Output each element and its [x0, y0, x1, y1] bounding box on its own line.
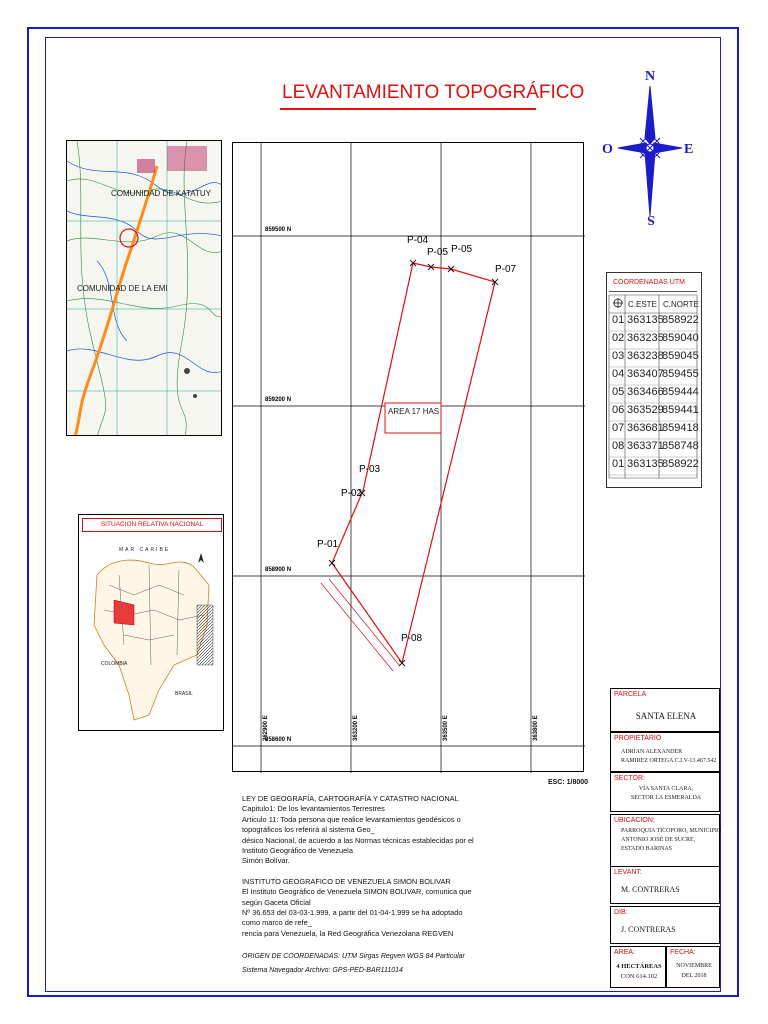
propietario-title: PROPIETARIO	[614, 735, 662, 742]
point-p04: P-04	[407, 235, 429, 246]
fecha-value-2: DEL 2018	[681, 973, 707, 979]
dib-value: J. CONTRERAS	[621, 925, 676, 934]
area-label: AREA 17 HAS	[388, 407, 440, 416]
inset-national-map	[78, 514, 224, 731]
law-line-1: LEY DE GEOGRAFÍA, CARTOGRAFÍA Y CATASTRO NACIONAL	[242, 794, 459, 803]
inset-location-map	[66, 140, 222, 436]
utm-cell-id: 08	[612, 440, 625, 452]
origin-line-2: Sistema Navegador Archivo: GPS-PED-BAR111014	[242, 967, 403, 974]
parcel-survey-drawing	[233, 143, 585, 773]
cartouche-fecha	[666, 946, 720, 988]
utm-cell-norte: 859040	[662, 332, 699, 344]
compass-o: O	[602, 142, 613, 157]
utm-col-este: C.ESTE	[628, 300, 657, 309]
cartouche-ubicacion	[610, 814, 720, 870]
parcel-boundary	[332, 263, 495, 663]
point-p05a: P-05	[427, 247, 449, 258]
utm-cell-este: 363235	[627, 332, 664, 344]
utm-cell-norte: 859045	[662, 350, 699, 362]
colombia-label: COLOMBIA	[101, 661, 128, 667]
utm-cell-este: 363135	[627, 458, 664, 470]
page-title: LEVANTAMIENTO TOPOGRÁFICO	[282, 82, 585, 103]
utm-cell-norte: 858922	[662, 458, 699, 470]
ubicacion-value-1: PARROQUIA TICOPORO, MUNICIPIO	[621, 828, 722, 834]
law-line-3: Articulo 11: Toda persona que realice levantamientos geodésicos o topográficos los referirá al sistema Geo_	[242, 814, 461, 835]
grid-east-4: 363800 E	[533, 715, 539, 741]
national-inset-title: SITUACION RELATIVA NACIONAL	[82, 518, 222, 532]
utm-cell-norte: 858748	[662, 440, 699, 452]
utm-row	[610, 368, 699, 384]
utm-col-norte: C.NORTE	[663, 300, 699, 309]
propietario-value-2: RAMIREZ ORTEGA C.I.V-13.467.542	[621, 758, 717, 764]
parcela-value: SANTA ELENA	[635, 711, 697, 721]
north-arrow-icon	[198, 553, 204, 563]
point-p08: P-08	[401, 633, 423, 644]
area-value-2: CON 614.102	[620, 973, 658, 980]
point-p02: P-02	[341, 488, 363, 499]
point-p01: P-01	[317, 539, 339, 550]
law-line-8: Nº 36.653 del 03-03-1.999, a partir del 01-04-1.999 se ha adoptado como marco de refe_	[242, 908, 463, 928]
sector-title: SECTOR:	[614, 775, 645, 782]
inset-label-2: COMUNIDAD DE LA EMI	[77, 284, 168, 293]
mar-caribe-label: MAR CARIBE	[119, 547, 171, 553]
utm-cell-este: 363407	[627, 368, 664, 380]
compass-n: N	[645, 69, 656, 84]
compass-s: S	[647, 212, 655, 227]
dib-title: DIB:	[614, 909, 628, 916]
grid-north-1: 859500 N	[265, 227, 292, 233]
point-p07: P-07	[495, 264, 517, 275]
utm-row	[610, 422, 699, 438]
utm-cell-id: 05	[612, 386, 625, 398]
utm-row	[610, 404, 699, 420]
utm-cell-norte: 858922	[662, 314, 699, 326]
utm-table-title: COORDENADAS UTM	[609, 276, 697, 292]
levant-title: LEVANT:	[614, 869, 642, 876]
venezuela-map-drawing	[79, 515, 225, 732]
cartouche-propietario	[610, 732, 720, 772]
utm-cell-norte: 859444	[662, 386, 699, 398]
cartouche-area	[610, 946, 666, 988]
parcela-title: PARCELA	[614, 691, 647, 698]
ubicacion-title: UBICACION:	[614, 817, 655, 824]
utm-cell-este: 363371	[627, 440, 664, 452]
grid-north-4: 858600 N	[265, 737, 292, 743]
point-p03: P-03	[359, 464, 381, 475]
utm-row	[610, 314, 699, 330]
sector-value-1: VÍA SANTA CLARA,	[638, 786, 694, 792]
law-line-7: El Instituto Geográfico de Venezuela SIMON BOLIVAR, comunica que según Gaceta Oficial	[242, 887, 472, 907]
grid-east-3: 363500 E	[443, 715, 449, 741]
ubicacion-value-2: ANTONIO JOSÉ DE SUCRE,	[621, 837, 696, 843]
fecha-title: FECHA:	[670, 949, 696, 956]
title-underline	[280, 108, 536, 110]
utm-cell-id: 04	[612, 368, 625, 380]
utm-cell-id: 01	[612, 314, 625, 326]
utm-row	[610, 386, 699, 402]
fecha-value-1: NOVIEMBRE	[676, 963, 712, 969]
grid-north-2: 859200 N	[265, 397, 292, 403]
utm-row	[610, 332, 699, 348]
law-line-4: désico Nacional, de acuerdo a las Normas técnicas establecidas por el Instituto Geográfico de Venezuela	[242, 835, 474, 856]
utm-cell-id: 03	[612, 350, 625, 362]
utm-cell-este: 363466	[627, 386, 664, 398]
utm-cell-este: 363135	[627, 314, 664, 326]
law-line-9: rencia para Venezuela, la Red Geográfica Venezolana REGVEN	[242, 928, 454, 938]
utm-row	[610, 350, 699, 366]
law-line-2: Capitulo1: De los levantamientos Terrestres	[242, 804, 385, 814]
utm-cell-id: 06	[612, 404, 625, 416]
grid-east-1: 362900 E	[263, 715, 269, 741]
law-line-5: Simón Bolívar.	[242, 856, 290, 866]
utm-cell-id: 07	[612, 422, 625, 434]
utm-cell-id: 02	[612, 332, 625, 344]
levant-value: M. CONTRERAS	[621, 885, 680, 894]
compass-rose-icon	[600, 66, 700, 236]
cartouche-parcela	[610, 688, 720, 732]
origin-line-1: ORIGEN DE COORDENADAS: UTM Sirgas Regven WGS 84 Particular	[242, 953, 465, 960]
compass-e: E	[684, 142, 694, 157]
cartouche-dib	[610, 906, 720, 944]
ubicacion-value-3: ESTADO BARINAS	[621, 846, 673, 852]
inset-map-drawing	[67, 141, 222, 436]
utm-cell-norte: 859455	[662, 368, 699, 380]
area-title: AREA:	[614, 949, 636, 956]
utm-table-body	[606, 272, 700, 486]
utm-cell-norte: 859418	[662, 422, 699, 434]
law-line-6: INSTITUTO GEOGRAFICO DE VENEZUELA SIMON BOLIVAR	[242, 876, 451, 886]
utm-cell-este: 363529	[627, 404, 664, 416]
inset-label-1: COMUNIDAD DE KATATUY	[111, 189, 212, 198]
grid-north-3: 858900 N	[265, 567, 292, 573]
propietario-value-1: ADRIAN ALEXANDER	[621, 749, 683, 755]
utm-row	[610, 458, 699, 474]
point-p05b: P-05	[451, 244, 473, 255]
main-topographic-map	[232, 142, 584, 772]
utm-cell-este: 363681	[627, 422, 664, 434]
cartouche-sector	[610, 772, 720, 812]
utm-row	[610, 440, 699, 456]
utm-cell-id: 01	[612, 458, 625, 470]
cartouche-levant	[610, 866, 720, 904]
sector-value-2: SECTOR LA ESMERALDA	[630, 795, 702, 801]
coordinate-origin-block	[242, 950, 542, 978]
grid-east-2: 363200 E	[353, 715, 359, 741]
area-value-1: 4 HECTÁREAS	[616, 963, 662, 970]
utm-cell-este: 363238	[627, 350, 664, 362]
legal-text-block	[242, 794, 482, 939]
scale-label: ESC: 1/8000	[548, 779, 589, 786]
utm-cell-norte: 859441	[662, 404, 699, 416]
brasil-label: BRASIL	[175, 691, 193, 697]
